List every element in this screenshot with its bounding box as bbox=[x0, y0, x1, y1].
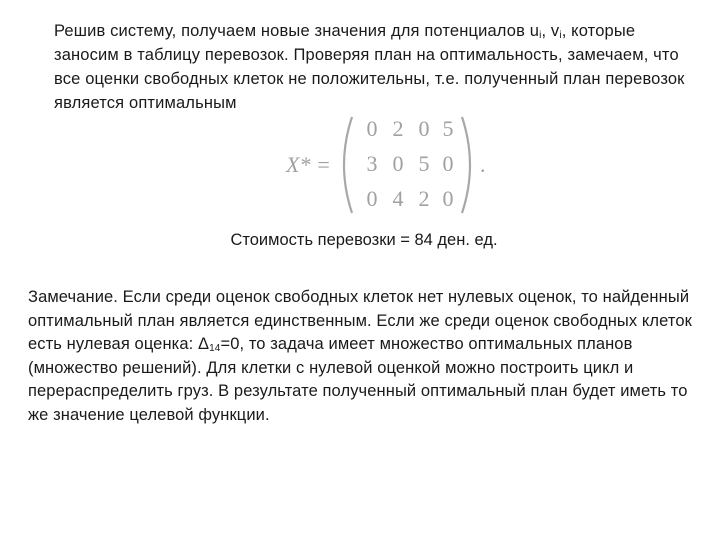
remark-text-part2: =0, то задача имеет множество оптимальных планов (множество решений). Для клетки с нулевой оценкой можно построить цикл и перераспределить груз. В результате полученный оптимальный план будет иметь то же значение целевой функции. bbox=[28, 335, 688, 424]
remark-text-part1: Замечание. Если среди оценок свободных клеток нет нулевых оценок, то найденный оптимальный план является единственным. Если же среди оценок свободных клеток есть нулевая оценка: Δ bbox=[28, 288, 692, 353]
matrix-cell-r1-c4: 5 bbox=[442, 116, 454, 141]
matrix-cell-r1-c2: 2 bbox=[392, 116, 404, 141]
u-subscript: i bbox=[539, 30, 542, 41]
matrix-cell-r3-c1: 0 bbox=[366, 186, 378, 211]
transport-cost: Стоимость перевозки = 84 ден. ед. bbox=[230, 231, 498, 249]
v-subscript: i bbox=[559, 30, 562, 41]
intro-text-part3: , которые заносим в таблицу перевозок. Проверяя план на оптимальность, замечаем, что все оценки свободных клеток не положительны, т.е. полученный план перевозок является оптимальным bbox=[54, 22, 685, 112]
matrix-cells bbox=[367, 116, 454, 211]
matrix-cell-r2-c1: 3 bbox=[366, 151, 378, 176]
intro-text-part2: , v bbox=[541, 22, 560, 40]
matrix-cell-r1-c1: 0 bbox=[366, 116, 378, 141]
matrix-label: X* = bbox=[286, 152, 331, 177]
matrix-cell-r3-c4: 0 bbox=[442, 186, 454, 211]
right-parenthesis bbox=[462, 117, 470, 213]
matrix-cell-r2-c4: 0 bbox=[442, 151, 454, 176]
matrix-cell-r3-c3: 2 bbox=[418, 186, 430, 211]
intro-text-part1: Решив систему, получаем новые значения для потенциалов u bbox=[54, 22, 540, 40]
remark-paragraph bbox=[28, 286, 698, 427]
matrix-cell-r2-c3: 5 bbox=[418, 151, 430, 176]
matrix-cell-r3-c2: 4 bbox=[392, 186, 404, 211]
intro-paragraph bbox=[54, 19, 694, 115]
left-parenthesis bbox=[344, 117, 352, 213]
optimal-plan-matrix bbox=[284, 113, 494, 217]
matrix-cell-r1-c3: 0 bbox=[418, 116, 430, 141]
delta-subscript: 14 bbox=[209, 343, 221, 354]
matrix-trailing-dot: . bbox=[480, 152, 486, 177]
matrix-cell-r2-c2: 0 bbox=[392, 151, 404, 176]
